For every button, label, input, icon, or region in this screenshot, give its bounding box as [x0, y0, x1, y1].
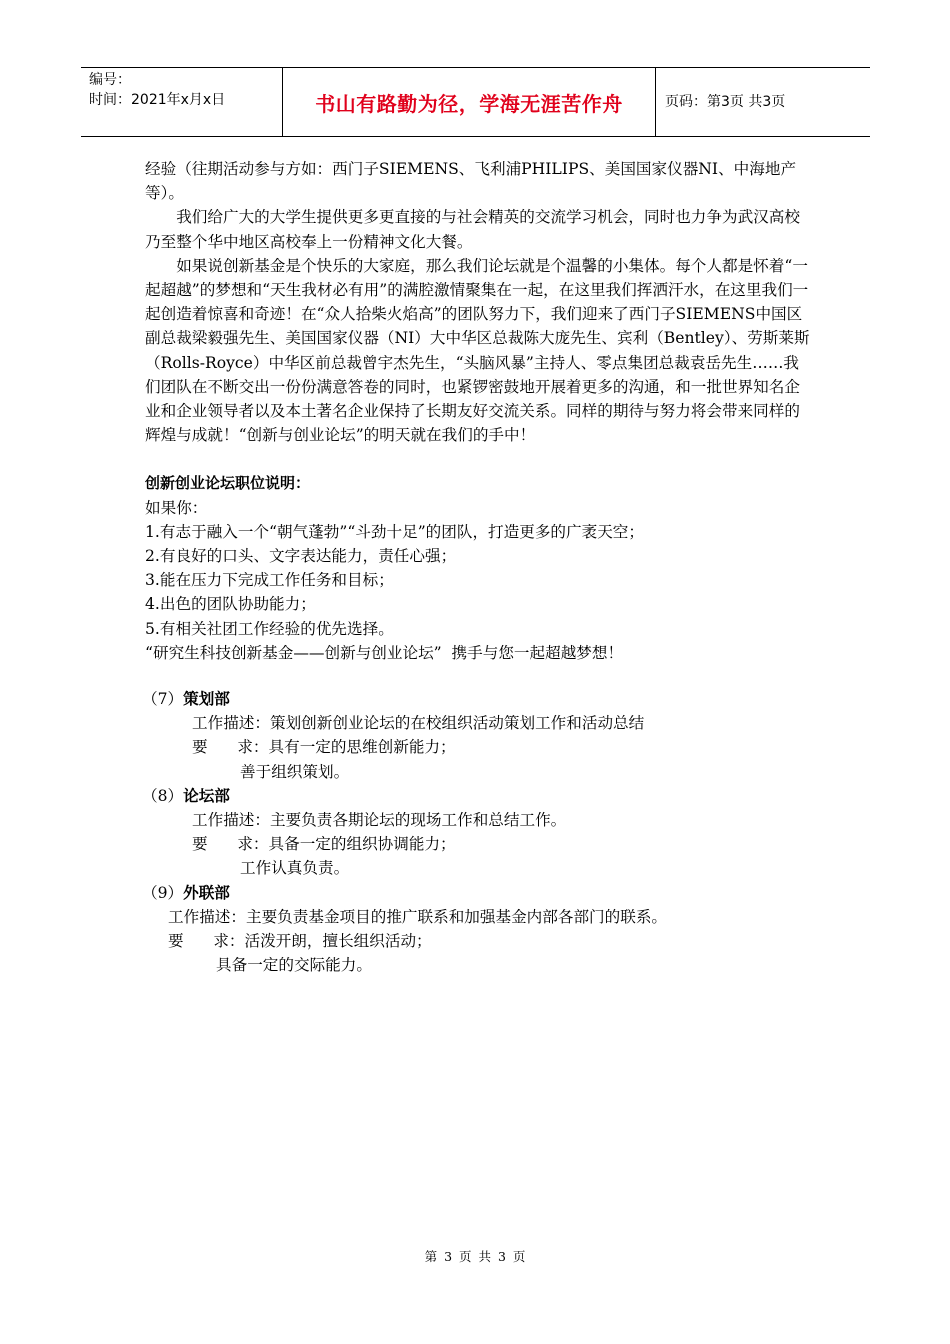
header-meta — [81, 68, 282, 136]
department-outreach — [142, 881, 810, 978]
paragraph: 经验（往期活动参与方如：西门子SIEMENS、飞利浦PHILIPS、美国国家仪器NI、中海地产等）。 — [145, 160, 797, 203]
motto: 书山有路勤为径，学海无涯苦作舟 — [315, 91, 623, 116]
position-item: 2.有良好的口头、文字表达能力，责任心强； — [145, 547, 457, 566]
department-req-2: 工作认真负责。 — [240, 859, 350, 878]
department-name: 外联部 — [183, 882, 230, 902]
position-item: 1.有志于融入一个“朝气蓬勃”“斗劲十足”的团队，打造更多的广袤天空； — [145, 522, 644, 541]
page-info: 页码：第3页 共3页 — [665, 94, 786, 110]
department-planning — [142, 687, 810, 784]
department-name: 策划部 — [183, 689, 230, 709]
position-item: 3.能在压力下完成工作任务和目标； — [145, 571, 394, 590]
department-number: （8） — [142, 786, 184, 805]
department-number: （9） — [142, 883, 184, 902]
header-motto-cell — [282, 68, 656, 136]
page-header — [81, 67, 870, 137]
spacer — [145, 665, 810, 687]
department-heading — [142, 784, 810, 808]
positions-title: 创新创业论坛职位说明： — [145, 474, 311, 493]
page-footer: 第 3 页 共 3 页 — [424, 1249, 526, 1264]
positions-closing: “研究生科技创新基金——创新与创业论坛” 携手与您一起超越梦想！ — [145, 643, 624, 662]
paragraph: 我们给广大的大学生提供更多更直接的与社会精英的交流学习机会，同时也力争为武汉高校乃至整个华中地区高校奉上一份精神文化大餐。 — [145, 208, 800, 251]
department-req: 要 求：具备一定的组织协调能力； — [192, 835, 456, 854]
document-body — [142, 157, 810, 978]
number-label: 编号： — [89, 72, 131, 88]
department-number: （7） — [142, 690, 184, 709]
department-desc: 工作描述：主要负责各期论坛的现场工作和总结工作。 — [192, 811, 567, 830]
header-page-cell — [655, 68, 870, 136]
position-item: 5.有相关社团工作经验的优先选择。 — [145, 619, 394, 638]
department-heading — [142, 687, 810, 711]
positions-intro: 如果你： — [145, 498, 208, 517]
department-name: 论坛部 — [183, 785, 230, 805]
department-req-2: 善于组织策划。 — [240, 762, 350, 781]
department-desc: 工作描述：策划创新创业论坛的在校组织活动策划工作和活动总结 — [192, 714, 645, 733]
paragraph: 如果说创新基金是个快乐的大家庭，那么我们论坛就是个温馨的小集体。每个人都是怀着“一起超越”的梦想和“天生我材必有用”的满腔激情聚集在一起，在这里我们挥洒汗水，在这里我们一起创造着惊喜和奇迹！在“众人拾柴火焰高”的团队努力下，我们迎来了西门子SIEMENS中国区副总裁梁毅强先生、美国国家仪器（NI）大中华区总裁陈大庞先生、宾利（Bentley）、劳斯莱斯（Rolls-Royce）中华区前总裁曾宇杰先生，“头脑风暴”主持人、零点集团总裁袁岳先生……我们团队在不断交出一份份满意答卷的同时，也紧锣密鼓地开展着更多的沟通，和一批世界知名企业和企业领导者以及本土著名企业保持了长期友好交流关系。同样的期待与努力将会带来同样的辉煌与成就！“创新与创业论坛”的明天就在我们的手中！ — [145, 256, 810, 445]
department-forum — [142, 784, 810, 881]
department-desc: 工作描述：主要负责基金项目的推广联系和加强基金内部各部门的联系。 — [168, 907, 668, 926]
department-req: 要 求：活泼开朗，擅长组织活动； — [168, 932, 432, 951]
position-item: 4.出色的团队协助能力； — [145, 595, 316, 614]
department-req-2: 具备一定的交际能力。 — [216, 956, 372, 975]
time-label: 时间：2021年x月x日 — [89, 92, 226, 108]
department-req: 要 求：具有一定的思维创新能力； — [192, 738, 456, 757]
department-heading — [142, 881, 810, 905]
spacer — [145, 447, 810, 471]
